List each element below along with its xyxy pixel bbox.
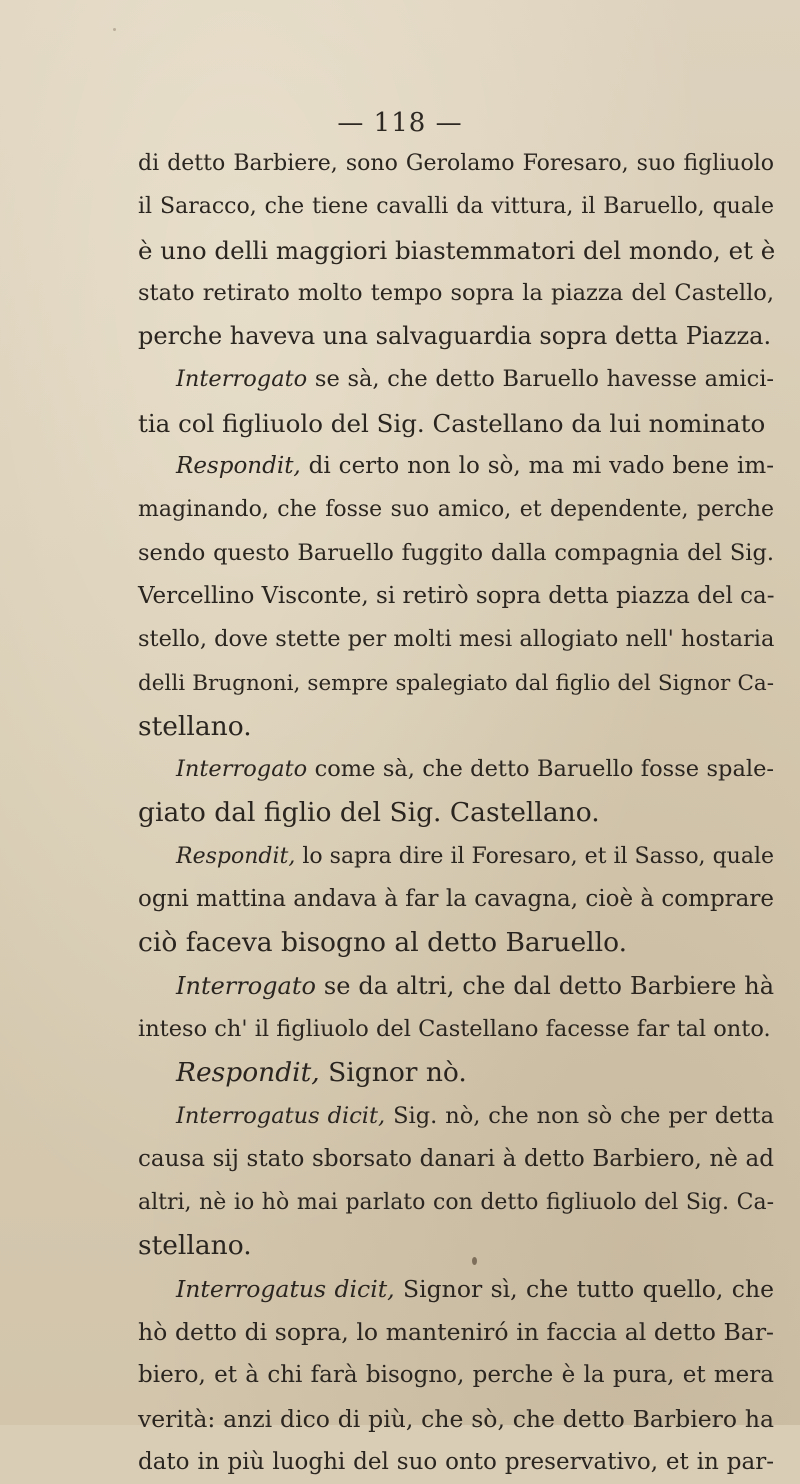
text-segment: è uno delli maggiori biastemmatori del mondo, et è [138,235,776,265]
text-segment: di certo non lo sò, ma mi vado bene im- [300,453,774,480]
text-line [138,1354,774,1397]
text-line [138,662,774,705]
text-segment: Vercellino Visconte, si retirò sopra detta piazza del ca- [138,582,775,609]
text-segment: se da altri, che dal detto Barbiere hà [315,971,774,1000]
text-line [138,1095,774,1138]
text-segment: giato dal figlio del Sig. Castellano. [138,797,600,829]
text-line [138,878,774,921]
text-line [138,835,774,878]
text-line [138,185,774,228]
text-line [138,1181,774,1224]
italic-term: Interrogatus dicit, [176,1102,386,1129]
text-segment: delli Brugnoni, sempre spalegiato dal figlio del Signor Ca- [138,670,774,696]
text-segment: stellano. [138,1230,252,1262]
text-segment: il Saracco, che tiene cavalli da vittura, il Baruello, quale [138,194,774,220]
text-segment: stello, dove stette per molti mesi allogiato nell' hostaria [138,626,775,653]
text-segment: causa sij stato sborsato danari à detto Barbiero, nè ad [138,1145,774,1172]
text-line [138,402,774,445]
body-text [138,142,774,1484]
italic-term: Interrogato [176,971,316,1000]
italic-term: Respondit, [176,843,296,869]
text-line [138,142,774,185]
text-segment: dato in più luoghi del suo onto preservativo, et in par- [138,1448,774,1475]
text-line [138,358,774,401]
text-segment: ciò faceva bisogno al detto Baruello. [138,927,627,959]
text-line [138,1224,774,1267]
text-segment: inteso ch' il figliuolo del Castellano facesse far tal onto. [138,1015,771,1042]
italic-term: Interrogatus dicit, [176,1274,395,1303]
text-segment: se sà, che detto Baruello havesse amici- [307,366,774,393]
text-segment: biero, et à chi farà bisogno, perche è la pura, et mera [138,1362,774,1389]
italic-term: Interrogato [176,756,308,783]
text-line [138,1268,774,1311]
text-line [138,229,774,272]
text-line [138,1441,774,1484]
text-line [138,1051,774,1094]
text-segment: Signor sì, che tutto quello, che [394,1274,774,1303]
text-line [138,705,774,748]
paper-speck [472,1257,477,1265]
text-segment: altri, nè io hò mai parlato con detto figliuolo del Sig. Ca- [138,1190,774,1216]
text-segment: stellano. [138,710,252,742]
italic-term: Respondit, [176,453,301,480]
text-segment: perche haveva una salvaguardia sopra detta Piazza. [138,322,772,351]
text-line [138,1008,774,1051]
text-segment: hò detto di sopra, lo manteniró in faccia al detto Bar- [138,1318,774,1347]
text-line [138,791,774,834]
italic-term: Interrogato [176,366,308,393]
text-line [138,921,774,964]
text-segment: verità: anzi dico di più, che sò, che detto Barbiero ha [138,1404,774,1433]
text-line [138,965,774,1008]
italic-term: Respondit, [176,1057,320,1089]
text-line [138,575,774,618]
text-segment: come sà, che detto Baruello fosse spale- [307,756,774,783]
text-segment: di detto Barbiere, sono Gerolamo Foresaro, suo figliuolo [138,151,774,176]
text-line [138,532,774,575]
page-number: — 118 — [337,108,463,138]
text-segment: ogni mattina andava à far la cavagna, cioè à comprare [138,886,774,913]
text-segment: sendo questo Baruello fuggito dalla compagnia del Sig. [138,539,774,566]
text-segment: lo sapra dire il Foresaro, et il Sasso, quale [295,843,774,869]
text-line [138,315,774,358]
text-line [138,1138,774,1181]
text-line [138,488,774,531]
text-line [138,272,774,315]
text-segment: stato retirato molto tempo sopra la piazza del Castello, [138,279,774,306]
text-segment: tia col figliuolo del Sig. Castellano da lui nominato [138,408,766,438]
text-segment: Signor nò. [319,1057,467,1089]
text-line [138,1311,774,1354]
text-line [138,748,774,791]
paper-speck [113,28,116,31]
text-line [138,1398,774,1441]
text-line [138,445,774,488]
text-line [138,618,774,661]
text-segment: Sig. nò, che non sò che per detta [385,1102,774,1129]
text-segment: maginando, che fosse suo amico, et dependente, perche [138,497,774,523]
